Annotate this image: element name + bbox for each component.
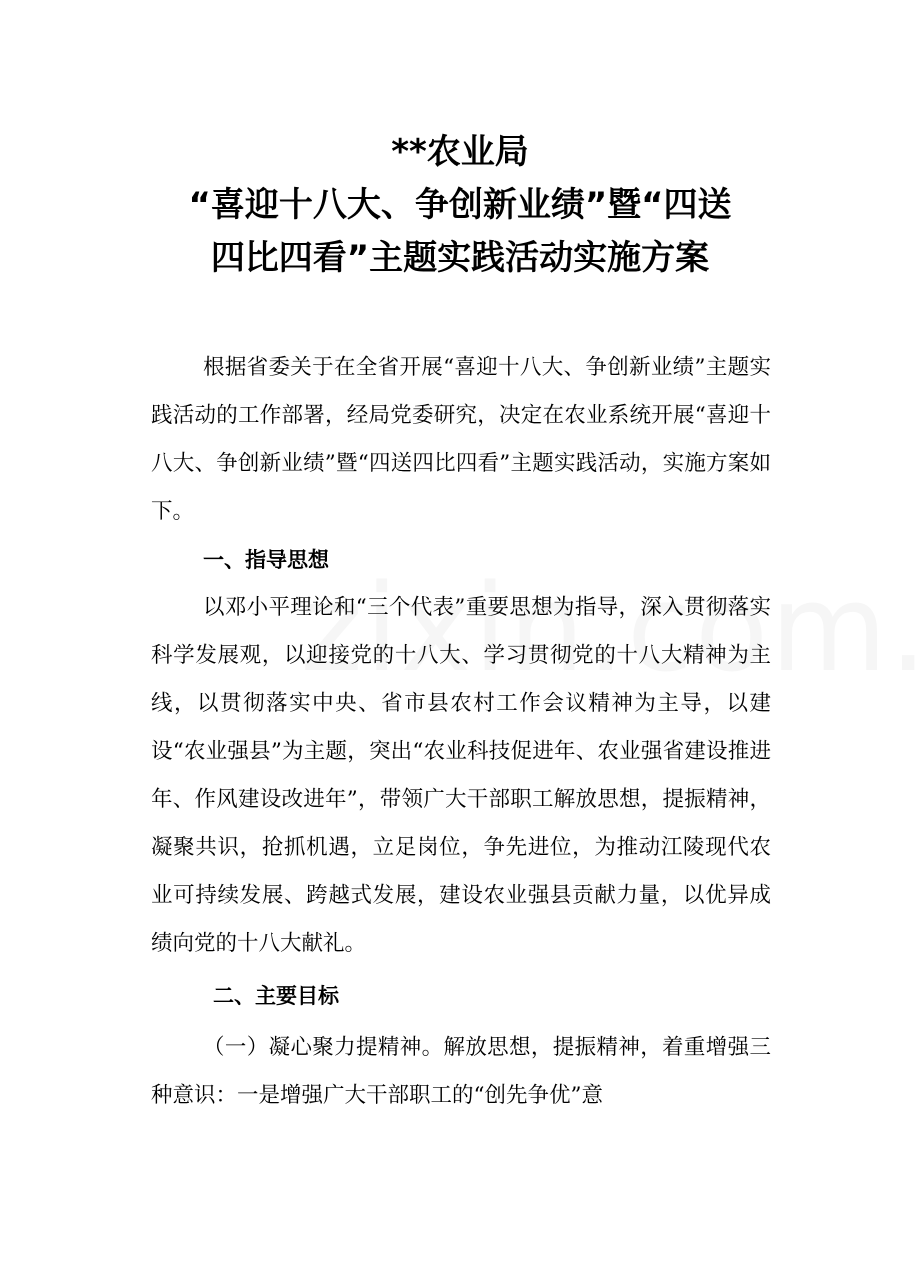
guiding-thought-paragraph: 以邓小平理论和“三个代表”重要思想为指导，深入贯彻落实科学发展观，以迎接党的十八大、学习贯彻党的十八大精神为主线，以贯彻落实中央、省市县农村工作会议精神为主导，以建设“农业强县”为主题，突出“农业科技促进年、农业强省建设推进年、作风建设改进年”，带领广大干部职工解放思想，提振精神，凝聚共识，抢抓机遇，立足岗位，争先进位，为推动江陵现代农业可持续发展、跨越式发展，建设农业强县贡献力量，以优异成绩向党的十八大献礼。: [151, 595, 771, 956]
title-line-3: 四比四看”主题实践活动实施方案: [210, 238, 710, 278]
intro-paragraph: 根据省委关于在全省开展“喜迎十八大、争创新业绩”主题实践活动的工作部署，经局党委研究，决定在农业系统开展“喜迎十八大、争创新业绩”暨“四送四比四看”主题实践活动，实施方案如下。: [151, 355, 771, 524]
section-heading-guiding-thought: 一、指导思想: [203, 548, 329, 572]
title-line-1: **农业局: [391, 132, 529, 172]
title-line-2: “喜迎十八大、争创新业绩”暨“四送: [188, 185, 732, 225]
document-title: [120, 126, 800, 285]
document-body: [151, 344, 771, 1120]
section-heading-main-goals: 二、主要目标: [213, 984, 339, 1008]
main-goals-paragraph: （一）凝心聚力提精神。解放思想，提振精神，着重增强三种意识：一是增强广大干部职工的“创先争优”意: [151, 1035, 771, 1108]
